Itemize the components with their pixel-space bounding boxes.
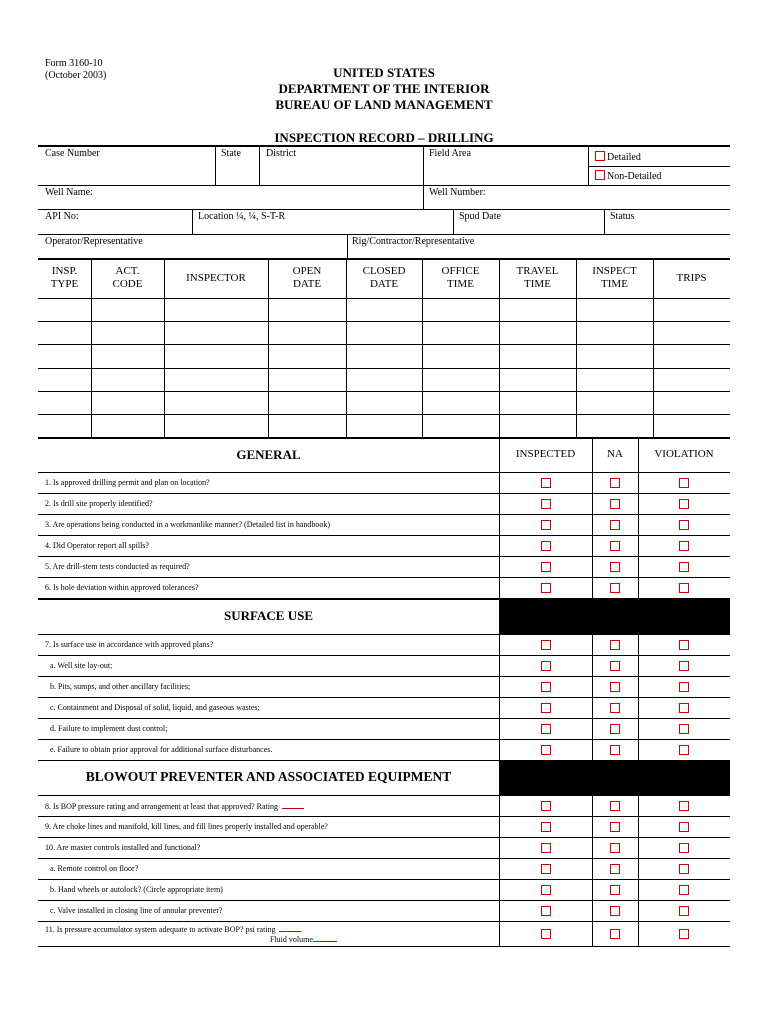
column-divider (638, 858, 639, 879)
column-header (499, 265, 576, 291)
column-header (268, 265, 346, 291)
column-divider (638, 697, 639, 718)
inspected-checkbox[interactable] (541, 541, 551, 551)
column-header-line: CODE (112, 278, 143, 290)
na-checkbox[interactable] (610, 703, 620, 713)
field-area-label: Field Area (429, 148, 471, 159)
checklist-question (45, 541, 149, 551)
column-divider (499, 739, 500, 760)
column-divider (499, 535, 500, 556)
inspected-checkbox[interactable] (541, 640, 551, 650)
column-divider (592, 493, 593, 514)
section-title: SURFACE USE (224, 608, 313, 623)
api-no-label: API No: (45, 211, 79, 222)
checklist-row (38, 634, 730, 655)
column-divider (499, 493, 500, 514)
divider (453, 209, 454, 234)
column-header (38, 265, 91, 291)
column-divider (638, 577, 639, 598)
column-divider (592, 655, 593, 676)
status-label: Status (610, 211, 635, 222)
fluid-volume-line (270, 934, 337, 945)
question-text: 3. Are operations being conducted in a workmanlike manner? (Detailed list in handbook) (45, 520, 331, 529)
rule (38, 946, 730, 947)
column-header-line: DATE (369, 278, 399, 290)
checklist-row (38, 556, 730, 577)
non-detailed-label: Non-Detailed (607, 171, 662, 182)
violation-checkbox[interactable] (679, 929, 689, 939)
column-divider (499, 556, 500, 577)
checklist-question (50, 864, 138, 874)
rule (38, 760, 730, 761)
inspected-checkbox[interactable] (541, 703, 551, 713)
column-divider (592, 739, 593, 760)
column-divider (592, 879, 593, 900)
column-divider (653, 259, 654, 437)
column-divider (592, 858, 593, 879)
checklist-question (45, 801, 304, 812)
violation-checkbox[interactable] (679, 583, 689, 593)
column-divider (592, 472, 593, 493)
column-divider (592, 697, 593, 718)
checklist-question (50, 724, 167, 734)
checklist-question (45, 478, 210, 488)
non-detailed-checkbox[interactable] (595, 170, 605, 180)
checklist-row (38, 858, 730, 879)
column-divider (638, 535, 639, 556)
column-header-line: TIME (524, 278, 551, 290)
violation-checkbox[interactable] (679, 499, 689, 509)
column-header-line: ACT. (115, 265, 140, 277)
column-divider (499, 577, 500, 598)
question-text: d. Failure to implement dust control; (50, 724, 168, 733)
column-divider (499, 676, 500, 697)
question-text: 7. Is surface use in accordance with approved plans? (45, 640, 214, 649)
violation-checkbox[interactable] (679, 745, 689, 755)
checklist-question (45, 583, 199, 593)
section-shaded-header (499, 760, 730, 795)
table-row[interactable] (38, 344, 730, 345)
section-title: GENERAL (236, 447, 301, 462)
inspected-checkbox[interactable] (541, 929, 551, 939)
detailed-label: Detailed (607, 152, 641, 163)
agency-line-2: DEPARTMENT OF THE INTERIOR (278, 81, 490, 96)
checklist-row (38, 795, 730, 816)
checklist-row (38, 514, 730, 535)
column-divider (499, 514, 500, 535)
violation-checkbox[interactable] (679, 682, 689, 692)
column-divider (592, 816, 593, 837)
column-header-line: OPEN (292, 265, 322, 277)
table-row[interactable] (38, 414, 730, 415)
column-divider (499, 718, 500, 739)
divider (604, 209, 605, 234)
na-checkbox[interactable] (610, 843, 620, 853)
inspected-checkbox[interactable] (541, 520, 551, 530)
checklist-question (50, 906, 222, 916)
na-checkbox[interactable] (610, 661, 620, 671)
violation-checkbox[interactable] (679, 562, 689, 572)
na-checkbox[interactable] (610, 864, 620, 874)
question-text: c. Containment and Disposal of solid, liquid, and gaseous wastes; (50, 703, 260, 712)
column-header-line: INSP. (51, 265, 78, 277)
column-header-line: CLOSED (362, 265, 406, 277)
question-text: 8. Is BOP pressure rating and arrangement at least that approved? Rating (45, 802, 278, 811)
violation-checkbox[interactable] (679, 906, 689, 916)
section-title: BLOWOUT PREVENTER AND ASSOCIATED EQUIPMENT (85, 769, 452, 784)
column-divider (499, 921, 500, 946)
inspected-column-header: INSPECTED (515, 448, 576, 460)
divider (215, 146, 216, 185)
checklist-row (38, 879, 730, 900)
inspected-checkbox[interactable] (541, 661, 551, 671)
violation-checkbox[interactable] (679, 661, 689, 671)
column-divider (592, 718, 593, 739)
inspected-checkbox[interactable] (541, 745, 551, 755)
column-divider (638, 634, 639, 655)
rule (38, 145, 730, 147)
operator-label: Operator/Representative (45, 236, 143, 247)
violation-checkbox[interactable] (679, 478, 689, 488)
column-divider (499, 472, 500, 493)
checklist-row (38, 676, 730, 697)
checklist-question (50, 661, 112, 671)
column-divider (592, 900, 593, 921)
inspected-checkbox[interactable] (541, 864, 551, 874)
violation-checkbox[interactable] (679, 801, 689, 811)
column-divider (592, 634, 593, 655)
question-text: b. Hand wheels or autolock? (Circle appropriate item) (50, 885, 223, 894)
form-date-line: (October 2003) (45, 70, 107, 81)
column-divider (638, 795, 639, 816)
violation-checkbox[interactable] (679, 640, 689, 650)
column-divider (638, 493, 639, 514)
checklist-question (45, 924, 301, 935)
violation-column-header: VIOLATION (654, 448, 714, 460)
column-divider (499, 816, 500, 837)
question-text: a. Remote control on floor? (50, 864, 139, 873)
fluid-volume-label: Fluid volume (270, 935, 313, 944)
checklist-row (38, 921, 730, 946)
table-row-divider (38, 298, 730, 299)
form-title: INSPECTION RECORD – DRILLING (274, 130, 494, 145)
checklist-question (45, 499, 153, 509)
violation-checkbox[interactable] (679, 724, 689, 734)
column-header-line: TYPE (50, 278, 79, 290)
checklist-question (50, 682, 190, 692)
checklist-row (38, 739, 730, 760)
inspected-checkbox[interactable] (541, 682, 551, 692)
checklist-row (38, 816, 730, 837)
inspected-checkbox[interactable] (541, 801, 551, 811)
column-divider (499, 795, 500, 816)
spud-date-label: Spud Date (459, 211, 501, 222)
rule (38, 438, 730, 439)
violation-checkbox[interactable] (679, 703, 689, 713)
checklist-question (45, 562, 190, 572)
non-detailed-option[interactable] (595, 170, 661, 183)
inspected-checkbox[interactable] (541, 562, 551, 572)
column-divider (499, 655, 500, 676)
column-divider (499, 858, 500, 879)
question-text: 9. Are choke lines and manifold, kill lines, and fill lines properly installed and operable? (45, 822, 328, 831)
column-divider (638, 921, 639, 946)
checklist-question (50, 703, 260, 713)
inspected-checkbox[interactable] (541, 478, 551, 488)
inspected-checkbox[interactable] (541, 724, 551, 734)
checklist-question (50, 885, 223, 895)
na-checkbox[interactable] (610, 499, 620, 509)
column-header-line: TIME (601, 278, 628, 290)
column-divider (592, 795, 593, 816)
na-checkbox[interactable] (610, 885, 620, 895)
table-row[interactable] (38, 368, 730, 369)
na-column-header: NA (607, 448, 623, 460)
column-header-line: DATE (292, 278, 322, 290)
na-checkbox[interactable] (610, 929, 620, 939)
rule (38, 258, 730, 260)
psi-rating-blank[interactable] (279, 924, 301, 932)
agency-line-1: UNITED STATES (333, 65, 435, 80)
question-text: e. Failure to obtain prior approval for additional surface disturbances. (50, 745, 273, 754)
checklist-row (38, 577, 730, 598)
column-header-line: TRAVEL (516, 265, 559, 277)
na-checkbox[interactable] (610, 640, 620, 650)
violation-checkbox[interactable] (679, 541, 689, 551)
na-checkbox[interactable] (610, 801, 620, 811)
detailed-option[interactable] (595, 151, 641, 164)
column-header-line: INSPECT (592, 265, 637, 277)
column-divider (499, 634, 500, 655)
question-text: 11. Is pressure accumulator system adequate to activate BOP? psi rating (45, 925, 276, 934)
violation-checkbox[interactable] (679, 864, 689, 874)
violation-checkbox[interactable] (679, 885, 689, 895)
checklist-row (38, 493, 730, 514)
checklist-question (45, 843, 200, 853)
checklist-row (38, 697, 730, 718)
inspected-checkbox[interactable] (541, 906, 551, 916)
column-divider (592, 676, 593, 697)
question-text: 6. Is hole deviation within approved tolerances? (45, 583, 199, 592)
column-header-line: TIME (447, 278, 474, 290)
rule (38, 209, 730, 210)
violation-checkbox[interactable] (679, 520, 689, 530)
rule (588, 166, 730, 167)
divider (588, 146, 589, 185)
column-divider (499, 697, 500, 718)
column-divider (592, 921, 593, 946)
well-number-label: Well Number: (429, 187, 486, 198)
column-divider (638, 556, 639, 577)
table-row[interactable] (38, 391, 730, 392)
question-text: 4. Did Operator report all spills? (45, 541, 149, 550)
inspected-checkbox[interactable] (541, 499, 551, 509)
column-divider (592, 577, 593, 598)
na-checkbox[interactable] (610, 541, 620, 551)
detailed-checkbox[interactable] (595, 151, 605, 161)
section-shaded-header (499, 599, 730, 634)
table-row[interactable] (38, 321, 730, 322)
violation-checkbox[interactable] (679, 822, 689, 832)
column-divider (592, 514, 593, 535)
divider (259, 146, 260, 185)
column-header-line: INSPECTOR (186, 272, 246, 284)
column-divider (592, 837, 593, 858)
inspected-checkbox[interactable] (541, 822, 551, 832)
column-header (422, 265, 499, 291)
rating-blank[interactable] (282, 801, 304, 809)
column-divider (638, 514, 639, 535)
question-text: 5. Are drill-stem tests conducted as required? (45, 562, 190, 571)
na-checkbox[interactable] (610, 562, 620, 572)
column-divider (592, 535, 593, 556)
agency-line-3: BUREAU OF LAND MANAGEMENT (275, 97, 493, 112)
location-label: Location ¼, ¼, S-T-R (198, 211, 286, 222)
na-checkbox[interactable] (610, 745, 620, 755)
well-name-label: Well Name: (45, 187, 93, 198)
question-text: 2. Is drill site properly identified? (45, 499, 153, 508)
inspected-checkbox[interactable] (541, 583, 551, 593)
column-header-line: OFFICE (441, 265, 480, 277)
column-header (576, 265, 653, 291)
column-divider (638, 655, 639, 676)
column-divider (638, 676, 639, 697)
question-text: 1. Is approved drilling permit and plan on location? (45, 478, 210, 487)
checklist-question (50, 745, 272, 755)
na-checkbox[interactable] (610, 682, 620, 692)
checklist-row (38, 900, 730, 921)
checklist-question (45, 822, 328, 832)
checklist-question (45, 520, 330, 530)
divider (423, 146, 424, 209)
checklist-row (38, 655, 730, 676)
na-checkbox[interactable] (610, 822, 620, 832)
column-divider (638, 472, 639, 493)
state-label: State (221, 148, 241, 159)
column-divider (638, 739, 639, 760)
column-divider (499, 879, 500, 900)
inspected-checkbox[interactable] (541, 843, 551, 853)
column-divider (638, 718, 639, 739)
checklist-row (38, 837, 730, 858)
column-divider (638, 837, 639, 858)
column-divider (592, 556, 593, 577)
checklist-row (38, 535, 730, 556)
column-header (653, 272, 730, 285)
district-label: District (266, 148, 296, 159)
question-text: a. Well site lay-out; (50, 661, 113, 670)
case-number-label: Case Number (45, 148, 100, 159)
rule (38, 234, 730, 235)
column-divider (638, 879, 639, 900)
column-divider (638, 900, 639, 921)
column-header (164, 272, 268, 285)
column-header (91, 265, 164, 291)
inspected-checkbox[interactable] (541, 885, 551, 895)
rule (38, 599, 730, 600)
na-checkbox[interactable] (610, 478, 620, 488)
question-text: c. Valve installed in closing line of annular preventer? (50, 906, 223, 915)
divider (347, 234, 348, 258)
form-number-line: Form 3160-10 (45, 58, 103, 69)
question-text: 10. Are master controls installed and functional? (45, 843, 201, 852)
na-checkbox[interactable] (610, 906, 620, 916)
na-checkbox[interactable] (610, 724, 620, 734)
question-text: b. Pits, sumps, and other ancillary facilities; (50, 682, 191, 691)
checklist-row (38, 718, 730, 739)
column-divider (499, 837, 500, 858)
rig-contractor-label: Rig/Contractor/Representative (352, 236, 475, 247)
fluid-volume-blank[interactable] (313, 934, 337, 942)
violation-checkbox[interactable] (679, 843, 689, 853)
column-header-line: TRIPS (676, 272, 707, 284)
na-checkbox[interactable] (610, 583, 620, 593)
na-checkbox[interactable] (610, 520, 620, 530)
checklist-row (38, 472, 730, 493)
divider (192, 209, 193, 234)
column-divider (164, 259, 165, 437)
column-divider (638, 816, 639, 837)
column-divider (499, 900, 500, 921)
checklist-question (45, 640, 213, 650)
rule (38, 185, 730, 186)
column-header (346, 265, 422, 291)
